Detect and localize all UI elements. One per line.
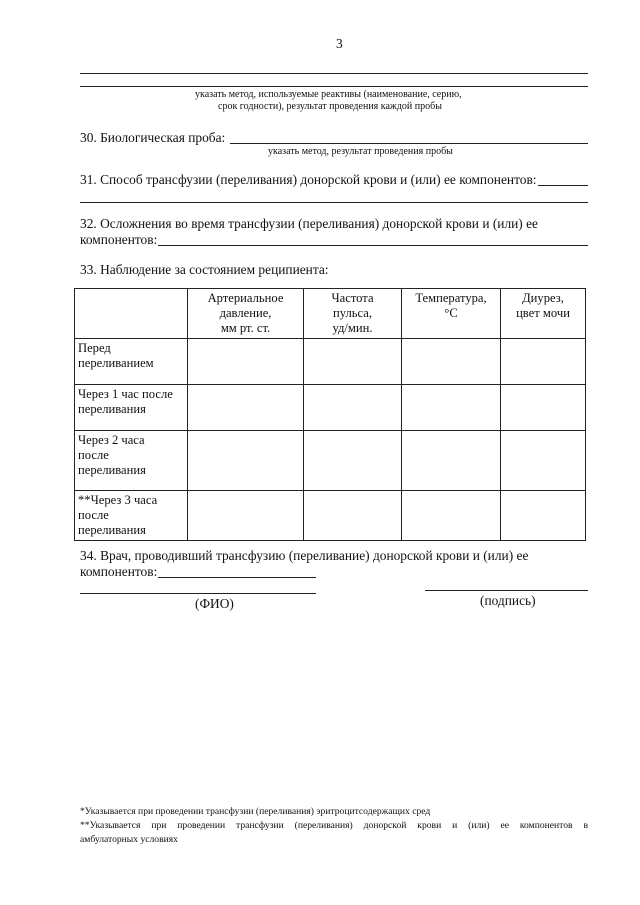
fill-line <box>230 143 588 144</box>
header-cell <box>304 289 402 339</box>
row-label-cell <box>75 491 188 541</box>
table-row <box>75 339 586 385</box>
row-label-text: переливанием <box>78 356 154 370</box>
header-cell <box>501 289 586 339</box>
item-33-label: 33. Наблюдение за состоянием реципиента: <box>80 262 329 277</box>
fill-line <box>158 577 316 578</box>
table-row <box>75 491 586 541</box>
table-cell[interactable] <box>188 491 304 541</box>
table-cell[interactable] <box>501 385 586 431</box>
table-cell[interactable] <box>304 385 402 431</box>
item-31-label: 31. Способ трансфузии (переливания) донорской крови и (или) ее компонентов: <box>80 172 537 187</box>
fill-line <box>538 185 588 186</box>
table-cell[interactable] <box>304 431 402 491</box>
table-cell[interactable] <box>501 491 586 541</box>
item-32-line1: 32. Осложнения во время трансфузии (переливания) донорской крови и (или) ее <box>80 216 538 231</box>
header-text: мм рт. ст. <box>220 321 271 335</box>
header-text: Диурез, <box>522 291 564 305</box>
row-label-cell <box>75 431 188 491</box>
table-cell[interactable] <box>188 339 304 385</box>
table-cell[interactable] <box>402 339 501 385</box>
field-hint: срок годности), результат проведения каждой пробы <box>218 101 442 112</box>
row-label-cell <box>75 339 188 385</box>
observation-table <box>74 288 586 541</box>
fill-line <box>80 86 588 87</box>
page-number: 3 <box>336 36 343 51</box>
header-text: давление, <box>219 306 272 320</box>
table-cell[interactable] <box>304 339 402 385</box>
row-label-text: **Через 3 часа <box>78 493 158 507</box>
header-text: пульса, <box>333 306 372 320</box>
row-label-text: после <box>78 448 109 462</box>
table-header-row <box>75 289 586 339</box>
header-text: Частота <box>331 291 374 305</box>
item-34-line2: компонентов: <box>80 564 158 579</box>
fio-line <box>80 593 316 594</box>
item-32-line2: компонентов: <box>80 232 158 247</box>
table-cell[interactable] <box>501 431 586 491</box>
signature-caption: (подпись) <box>480 593 536 608</box>
signature-line <box>425 590 588 591</box>
header-text: Артериальное <box>207 291 284 305</box>
table-cell[interactable] <box>188 385 304 431</box>
row-label-text: переливания <box>78 463 146 477</box>
item-30-label: 30. Биологическая проба: <box>80 130 226 145</box>
row-label-text: переливания <box>78 523 146 537</box>
fill-line <box>80 73 588 74</box>
header-text: уд/мин. <box>332 321 373 335</box>
footnote-2: **Указывается при проведении трансфузии (переливания) донорской крови и (или) ее компонентов в <box>80 820 588 831</box>
header-text: Температура, <box>415 291 487 305</box>
header-cell <box>402 289 501 339</box>
row-label-text: Через 1 час после <box>78 387 173 401</box>
field-hint: указать метод, результат проведения пробы <box>268 146 453 157</box>
table-cell[interactable] <box>501 339 586 385</box>
footnote-2-cont: амбулаторных условиях <box>80 834 178 845</box>
fill-line <box>80 202 588 203</box>
header-text: °С <box>444 306 458 320</box>
row-label-text: переливания <box>78 402 146 416</box>
row-label-text: Через 2 часа <box>78 433 145 447</box>
fill-line <box>158 245 588 246</box>
table-cell[interactable] <box>304 491 402 541</box>
fio-caption: (ФИО) <box>195 596 234 611</box>
table-cell[interactable] <box>402 491 501 541</box>
table-cell[interactable] <box>402 385 501 431</box>
header-cell <box>188 289 304 339</box>
table-cell[interactable] <box>402 431 501 491</box>
item-34-line1: 34. Врач, проводивший трансфузию (переливание) донорской крови и (или) ее <box>80 548 529 563</box>
table-cell[interactable] <box>188 431 304 491</box>
table-row <box>75 431 586 491</box>
header-text: цвет мочи <box>516 306 570 320</box>
table-row <box>75 385 586 431</box>
header-cell-empty <box>75 289 188 339</box>
field-hint: указать метод, используемые реактивы (наименование, серию, <box>195 89 462 100</box>
row-label-text: после <box>78 508 109 522</box>
row-label-cell <box>75 385 188 431</box>
footnote-1: *Указывается при проведении трансфузии (переливания) эритроцитсодержащих сред <box>80 806 431 817</box>
row-label-text: Перед <box>78 341 111 355</box>
